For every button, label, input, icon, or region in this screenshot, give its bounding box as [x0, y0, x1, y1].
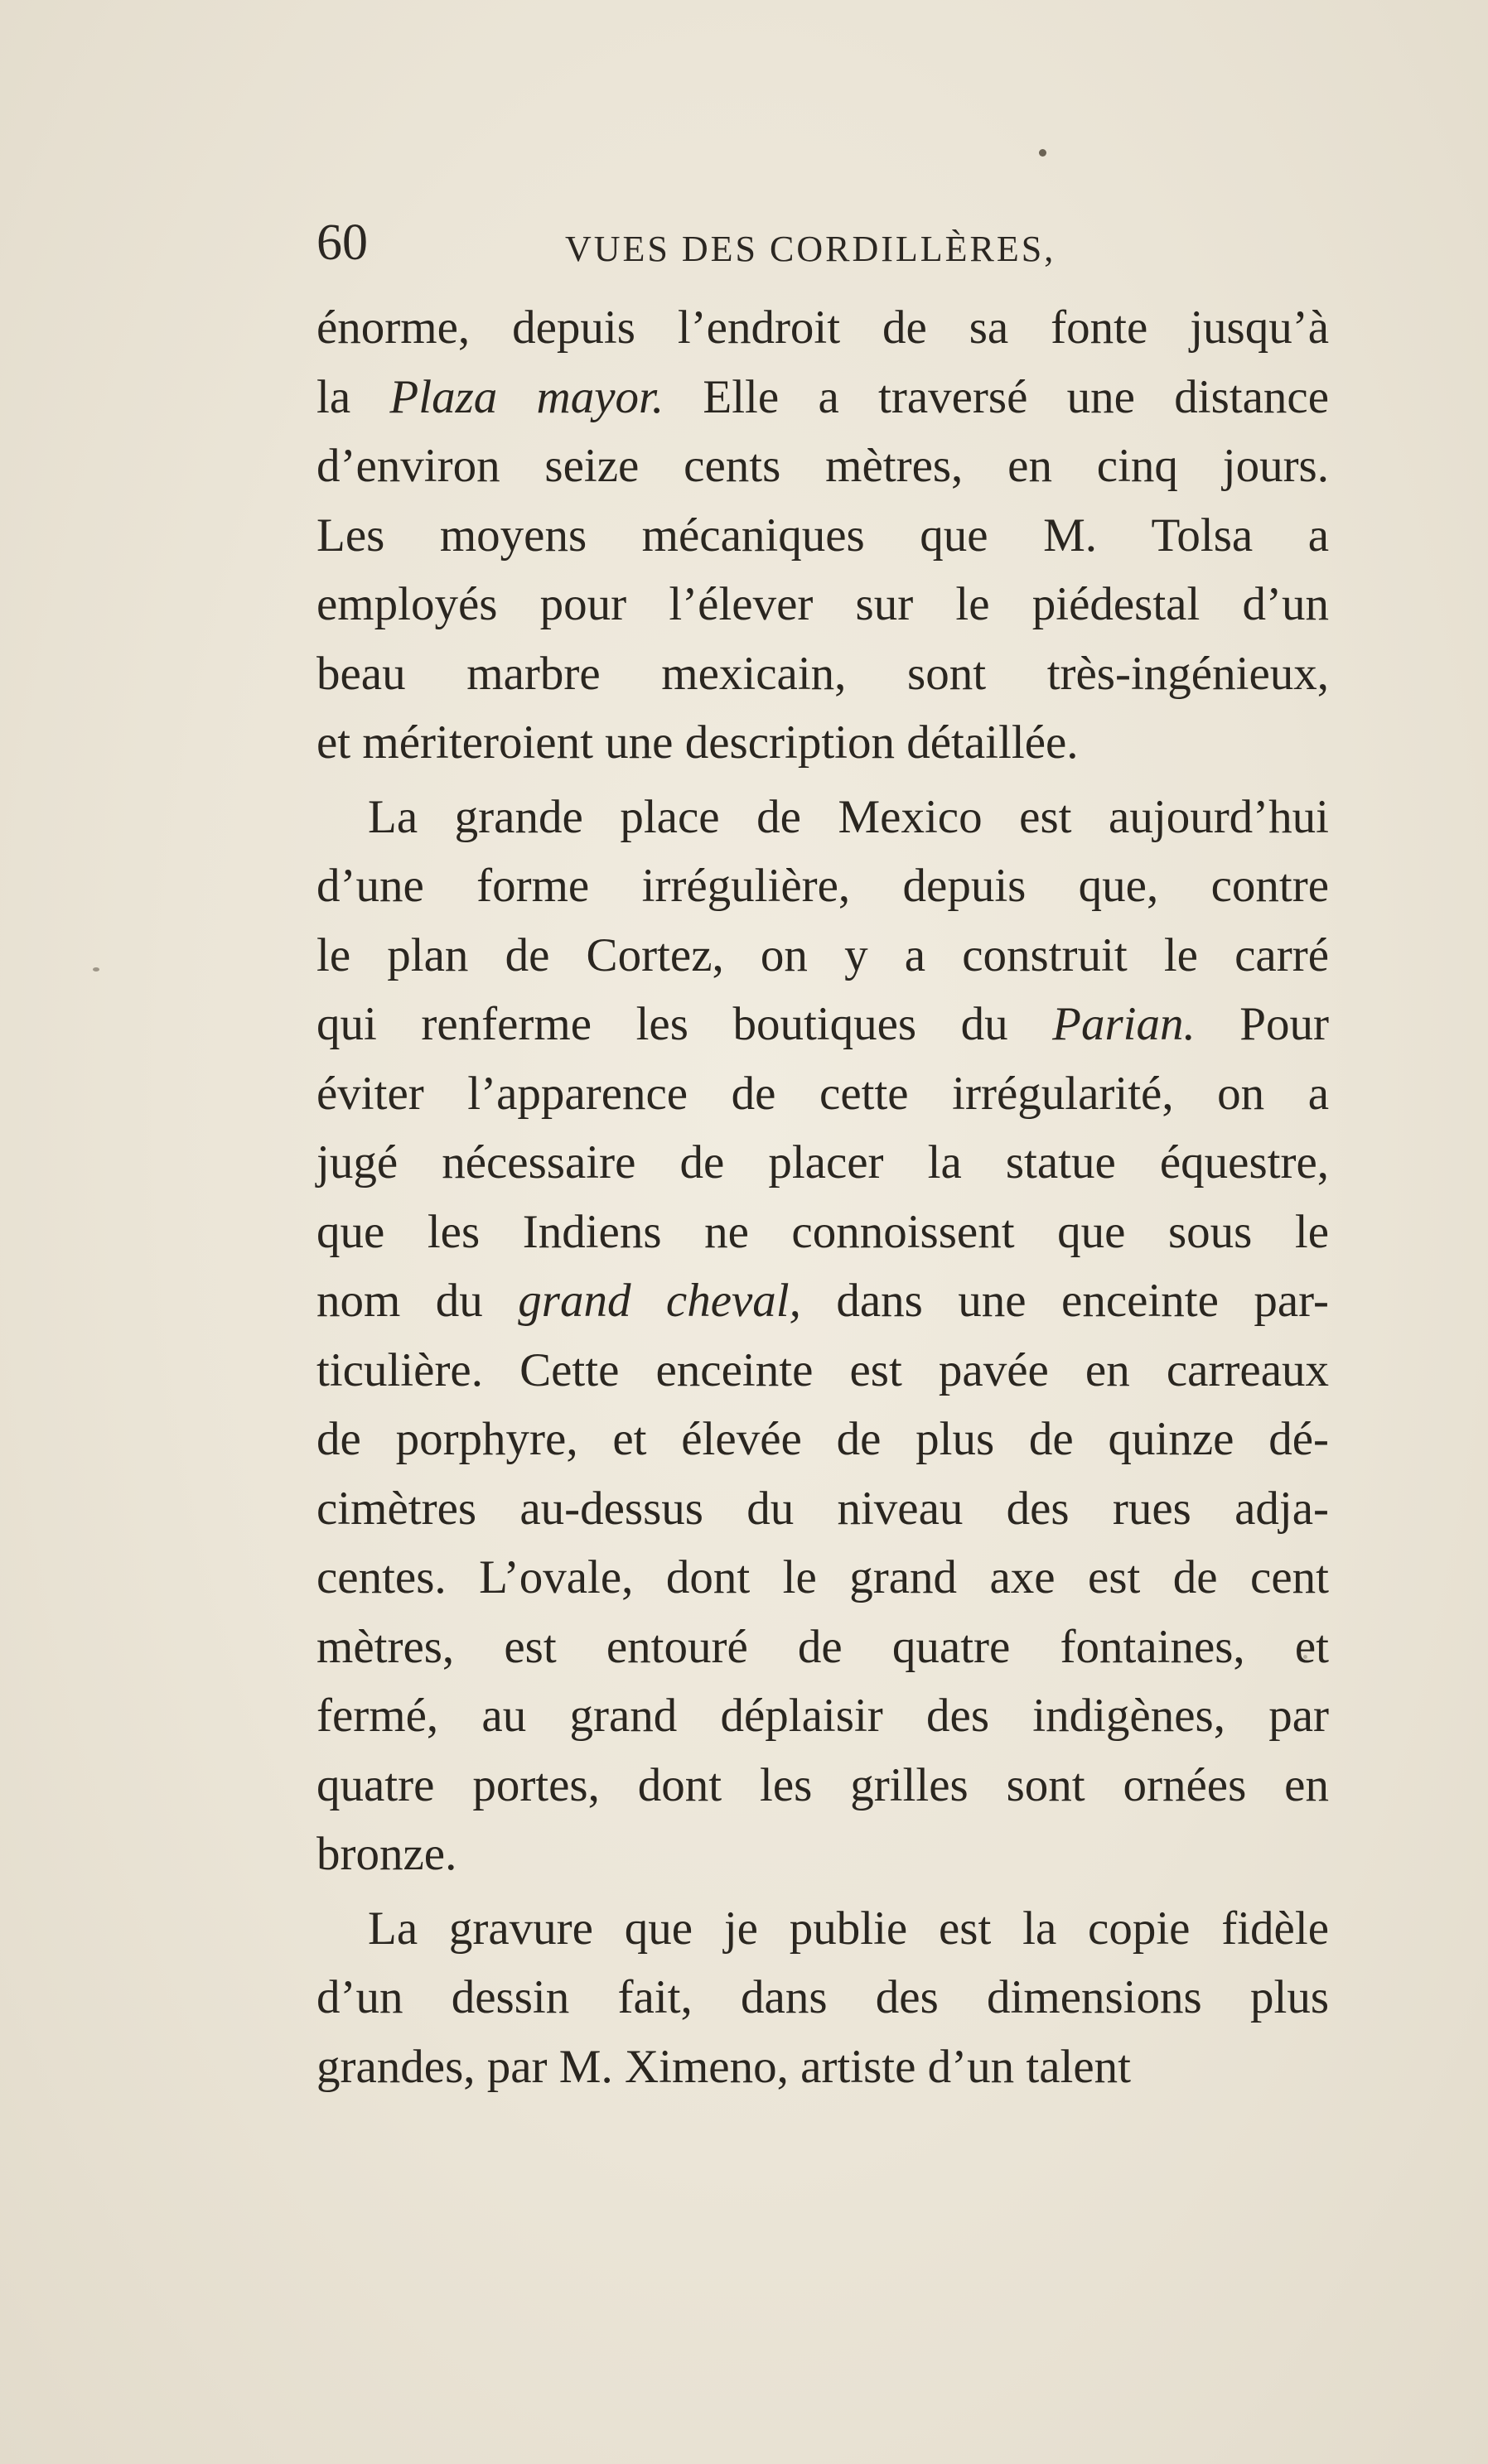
- text-run: ticulière. Cette enceinte est pavée en carreaux: [316, 1343, 1329, 1396]
- text-line: [316, 783, 1329, 852]
- text-run: centes. L’ovale, dont le grand axe est de cent: [316, 1551, 1329, 1603]
- text-line: [316, 1894, 1329, 1964]
- text-run: Pour: [1195, 998, 1329, 1050]
- text-line: [316, 363, 1329, 432]
- paper-speck: [1039, 149, 1046, 157]
- text-run: quatre portes, dont les grilles sont ornées en: [316, 1758, 1329, 1811]
- text-run: fermé, au grand déplaisir des indigènes, par: [316, 1690, 1329, 1742]
- text-run: jugé nécessaire de placer la statue équestre,: [316, 1136, 1329, 1189]
- text-line: [316, 1820, 1329, 1889]
- text-line: [316, 1613, 1329, 1682]
- text-run: nom du: [316, 1275, 519, 1327]
- running-title: VUES DES CORDILLÈRES,: [565, 229, 1056, 269]
- italic-text: Parian.: [1052, 998, 1196, 1050]
- text-run: beau marbre mexicain, sont très-ingénieux,: [316, 647, 1329, 700]
- text-line: [316, 1059, 1329, 1129]
- text-line: [316, 1474, 1329, 1544]
- text-line: [316, 1405, 1329, 1474]
- text-line: [316, 708, 1329, 778]
- text-run: La grande place de Mexico est aujourd’hui: [368, 790, 1329, 843]
- running-head: [316, 205, 1327, 280]
- text-run: dans une enceinte par-: [800, 1275, 1329, 1327]
- text-run: Les moyens mécaniques que M. Tolsa a: [316, 509, 1329, 562]
- text-line: [316, 1336, 1329, 1406]
- text-run: cimètres au-dessus du niveau des rues adja-: [316, 1482, 1329, 1535]
- text-run: grandes, par M. Ximeno, artiste d’un talent: [316, 2040, 1131, 2093]
- text-line: [316, 293, 1329, 363]
- text-run: le plan de Cortez, on y a construit le carré: [316, 928, 1329, 981]
- text-line: [316, 432, 1329, 501]
- text-line: [316, 990, 1329, 1059]
- body-text: [316, 293, 1329, 2101]
- text-run: éviter l’apparence de cette irrégularité, on a: [316, 1067, 1329, 1120]
- text-line: [316, 1963, 1329, 2032]
- text-line: [316, 639, 1329, 709]
- text-line: [316, 2032, 1329, 2102]
- text-line: [316, 1543, 1329, 1613]
- text-run: Elle a traversé une distance: [664, 370, 1329, 423]
- text-line: [316, 1198, 1329, 1267]
- text-run: mètres, est entouré de quatre fontaines, et: [316, 1620, 1329, 1673]
- text-run: employés pour l’élever sur le piédestal d’un: [316, 578, 1329, 630]
- italic-text: Plaza mayor.: [389, 370, 664, 423]
- text-run: et mériteroient une description détaillée.: [316, 716, 1079, 769]
- text-run: d’environ seize cents mètres, en cinq jours.: [316, 440, 1329, 492]
- text-line: [316, 851, 1329, 921]
- text-run: d’une forme irrégulière, depuis que, contre: [316, 860, 1329, 912]
- text-run: énorme, depuis l’endroit de sa fonte jusqu’à: [316, 301, 1329, 354]
- text-run: la: [316, 370, 390, 423]
- text-line: [316, 921, 1329, 991]
- text-run: d’un dessin fait, dans des dimensions plus: [316, 1971, 1329, 2023]
- page-number: 60: [316, 215, 368, 271]
- paper-speck: [93, 967, 99, 972]
- text-line: [316, 1681, 1329, 1751]
- text-line: [316, 1128, 1329, 1198]
- text-line: [316, 501, 1329, 571]
- text-run: La gravure que je publie est la copie fidèle: [368, 1902, 1329, 1955]
- text-line: [316, 1266, 1329, 1336]
- text-run: de porphyre, et élevée de plus de quinze dé-: [316, 1413, 1329, 1465]
- italic-text: grand cheval,: [518, 1275, 801, 1327]
- text-line: [316, 570, 1329, 639]
- text-run: que les Indiens ne connoissent que sous le: [316, 1205, 1329, 1258]
- text-run: qui renferme les boutiques du: [316, 998, 1053, 1050]
- text-run: bronze.: [316, 1828, 457, 1880]
- text-line: [316, 1751, 1329, 1820]
